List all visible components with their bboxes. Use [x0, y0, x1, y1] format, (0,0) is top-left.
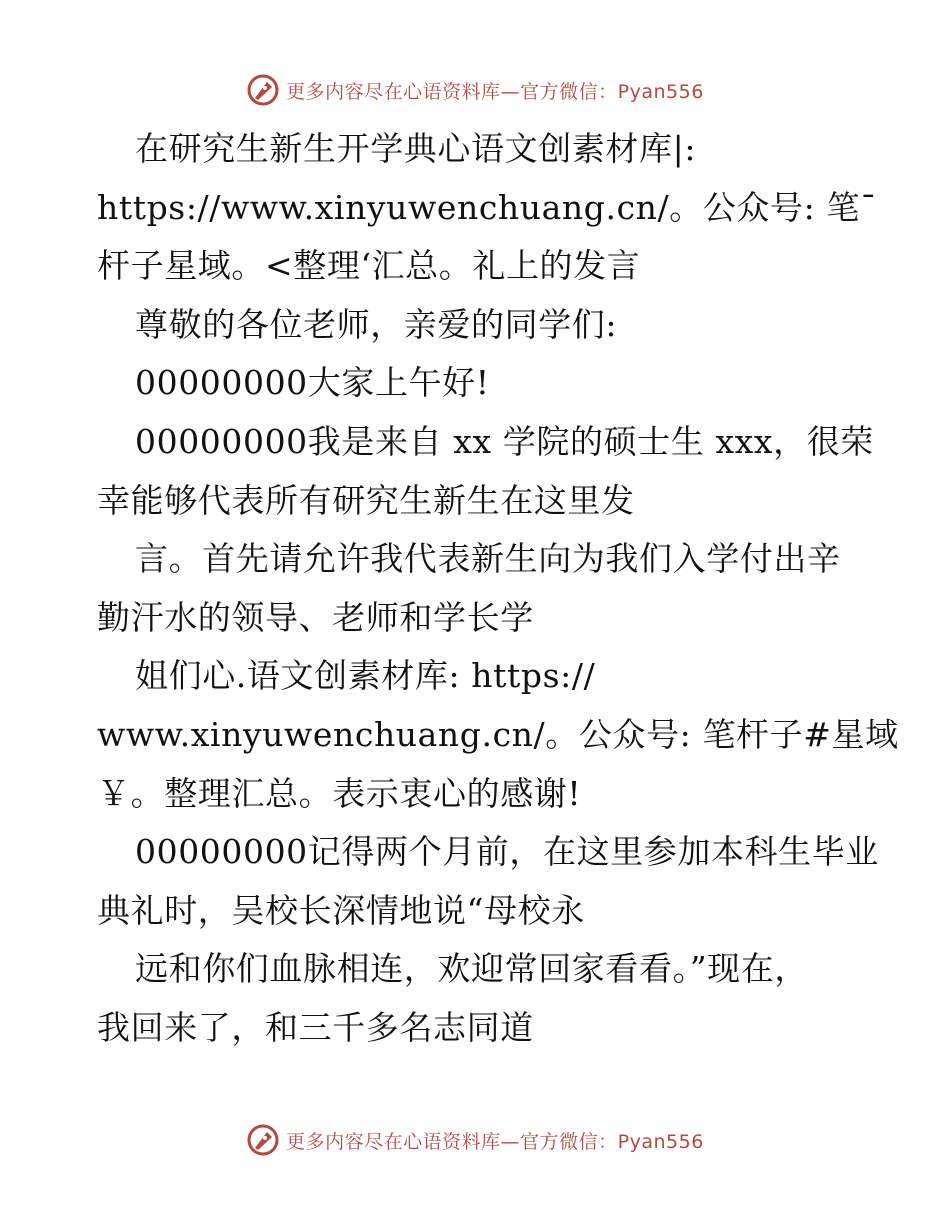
- text-line: 我回来了，和三千多名志同道: [97, 1007, 534, 1047]
- text-line: 远和你们血脉相连，欢迎常回家看看。”现在，: [135, 949, 808, 989]
- text-line: 在研究生新生开学典心语文创素材库|:: [135, 129, 697, 168]
- text-line: 尊敬的各位老师，亲爱的同学们:: [135, 304, 618, 344]
- text-line: 00000000大家上午好!: [135, 363, 490, 403]
- text-line: 杆子星域。<整理‘汇总。礼上的发言: [97, 246, 641, 286]
- text-line: https://www.xinyuwenchuang.cn/。公众号: 笔¯: [97, 187, 878, 227]
- text-line: 勤汗水的领导、老师和学长学: [97, 597, 534, 637]
- pen-nib-logo-icon: [246, 73, 280, 107]
- text-line: www.xinyuwenchuang.cn/。公众号: 笔杆子#星域: [97, 714, 899, 754]
- text-line: 00000000我是来自 xx 学院的硕士生 xxx，很荣: [135, 421, 874, 461]
- text-line: 姐们心.语文创素材库: https://: [135, 656, 596, 696]
- watermark-text: 更多内容尽在心语资料库—官方微信：Pyan556: [286, 80, 704, 103]
- text-line: 幸能够代表所有研究生新生在这里发: [97, 480, 635, 520]
- document-body: [97, 120, 899, 1058]
- text-line: ￥。整理汇总。表示衷心的感谢!: [97, 773, 582, 813]
- watermark-text: 更多内容尽在心语资料库—官方微信：Pyan556: [286, 1130, 704, 1153]
- watermark-header: [0, 70, 950, 110]
- text-line: 00000000记得两个月前，在这里参加本科生毕业: [135, 832, 879, 872]
- watermark-footer: [0, 1120, 950, 1160]
- text-line: 言。首先请允许我代表新生向为我们入学付出辛: [135, 539, 841, 579]
- text-line: 典礼时，吴校长深情地说“母校永: [97, 890, 585, 930]
- pen-nib-logo-icon: [246, 1123, 280, 1157]
